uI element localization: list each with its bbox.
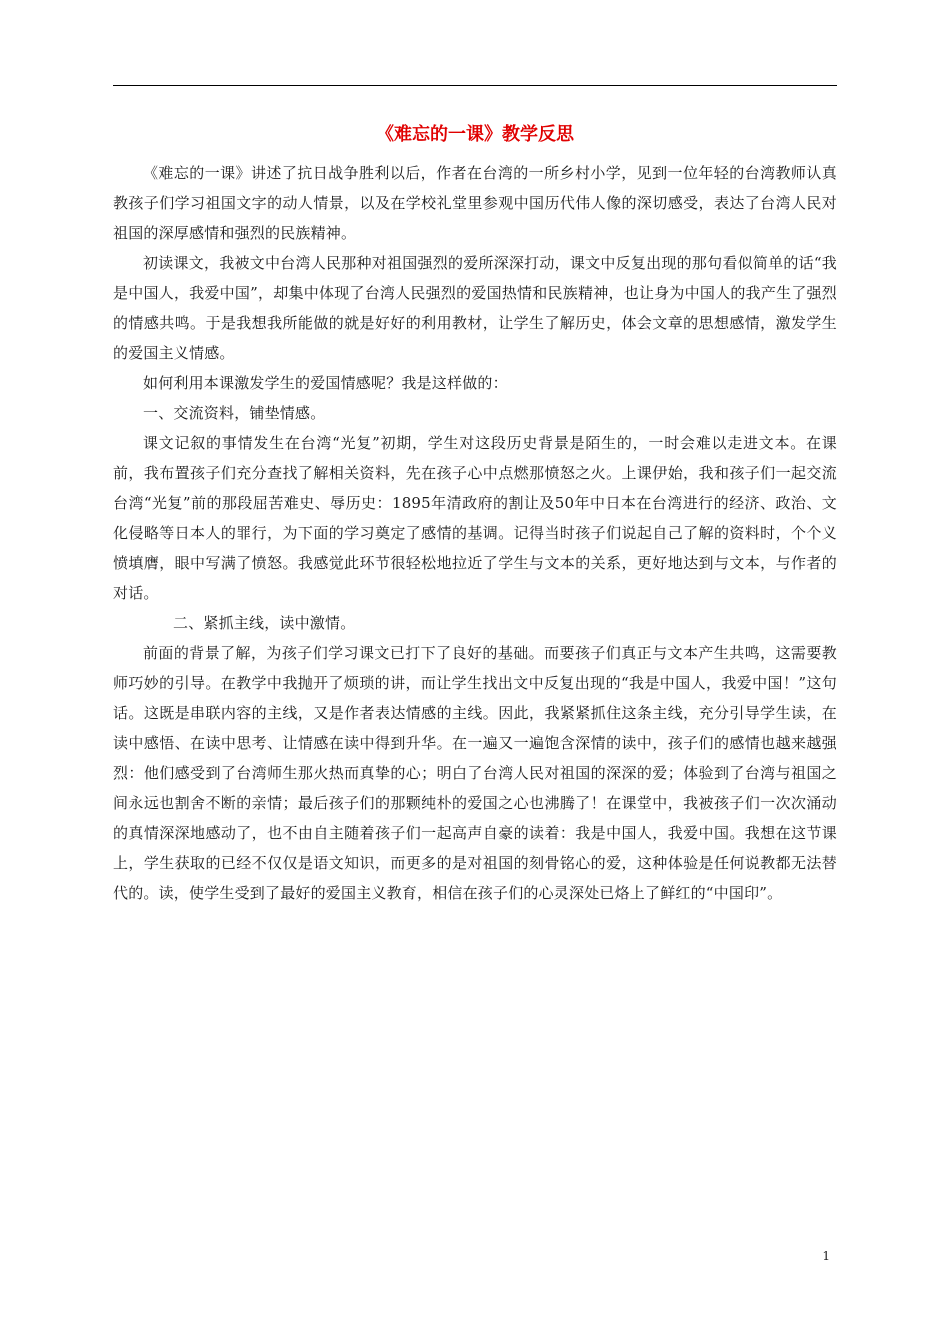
page-title: 《难忘的一课》教学反思 (376, 124, 574, 145)
section-heading-1: 一、交流资料，铺垫情感。 (143, 404, 326, 422)
paragraph-first-reading: 初读课文，我被文中台湾人民那种对祖国强烈的爱所深深打动，课文中反复出现的那句看似简单的话“我是中国人，我爱中国”，却集中体现了台湾人民强烈的爱国热情和民族精神，也让身为中国人的我产生了强烈的情感共鸣。于是我想我所能做的就是好好的利用教材，让学生了解历史，体会文章的思想感情，激发学生的爱国主义情感。 (113, 254, 837, 362)
document-body (113, 158, 837, 908)
paragraph-section-2: 前面的背景了解，为孩子们学习课文已打下了良好的基础。而要孩子们真正与文本产生共鸣，这需要教师巧妙的引导。在教学中我抛开了烦琐的讲，而让学生找出文中反复出现的“我是中国人，我爱中国！”这句话。这既是串联内容的主线，又是作者表达情感的主线。因此，我紧紧抓住这条主线，充分引导学生读，在读中感悟、在读中思考、让情感在读中得到升华。在一遍又一遍饱含深情的读中，孩子们的感情也越来越强烈：他们感受到了台湾师生那火热而真挚的心；明白了台湾人民对祖国的深深的爱；体验到了台湾与祖国之间永远也割舍不断的亲情；最后孩子们的那颗纯朴的爱国之心也沸腾了！在课堂中，我被孩子们一次次涌动的真情深深地感动了，也不由自主随着孩子们一起高声自豪的读着：我是中国人，我爱中国。我想在这节课上，学生获取的已经不仅仅是语文知识，而更多的是对祖国的刻骨铭心的爱，这种体验是任何说教都无法替代的。读，使学生受到了最好的爱国主义教育，相信在孩子们的心灵深处已烙上了鲜红的“中国印”。 (113, 644, 837, 902)
section-heading-2: 二、紧抓主线，读中激情。 (173, 614, 356, 632)
page-number: 1 (822, 1249, 830, 1263)
paragraph-intro: 《难忘的一课》讲述了抗日战争胜利以后，作者在台湾的一所乡村小学，见到一位年轻的台湾教师认真教孩子们学习祖国文字的动人情景，以及在学校礼堂里参观中国历代伟人像的深切感受，表达了台湾人民对祖国的深厚感情和强烈的民族精神。 (113, 164, 837, 242)
paragraph-question: 如何利用本课激发学生的爱国情感呢？我是这样做的： (143, 374, 508, 392)
paragraph-section-1: 课文记叙的事情发生在台湾“光复”初期，学生对这段历史背景是陌生的，一时会难以走进文本。在课前，我布置孩子们充分查找了解相关资料，先在孩子心中点燃那愤怒之火。上课伊始，我和孩子们一起交流台湾“光复”前的那段屈苦难史、辱历史：1895年清政府的割让及50年中日本在台湾进行的经济、政治、文化侵略等日本人的罪行，为下面的学习奠定了感情的基调。记得当时孩子们说起自己了解的资料时，个个义愤填膺，眼中写满了愤怒。我感觉此环节很轻松地拉近了学生与文本的关系，更好地达到与文本，与作者的对话。 (113, 434, 837, 602)
header-rule (113, 85, 837, 86)
